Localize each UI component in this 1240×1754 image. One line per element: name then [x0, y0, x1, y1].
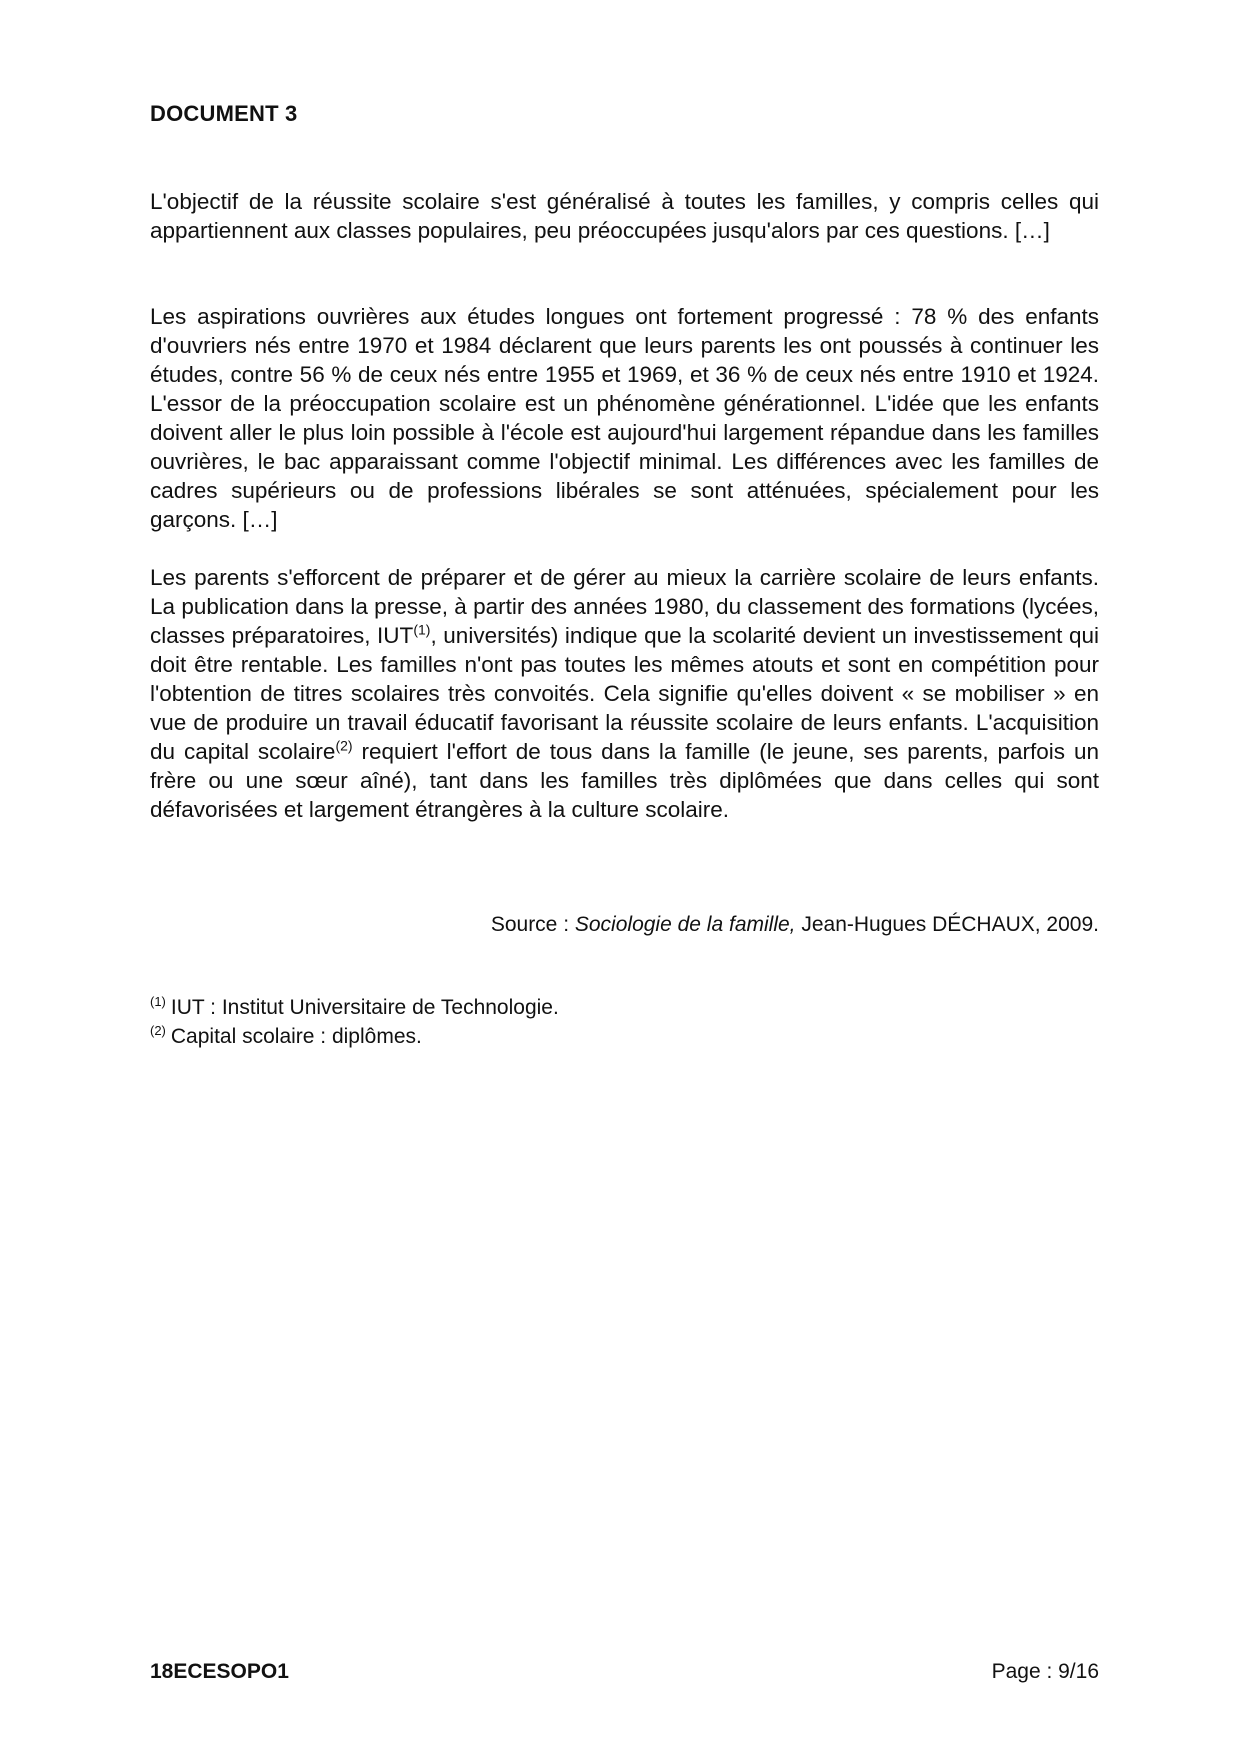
- source-author-year: Jean-Hugues DÉCHAUX, 2009.: [795, 913, 1099, 936]
- paragraph-2: Les aspirations ouvrières aux études longues ont fortement progressé : 78 % des enfants d'ouvriers nés entre 1970 et 1984 déclarent que leurs parents les ont poussés à continuer les études, contre 56 % de ceux nés entre 1955 et 1969, et 36 % de ceux nés entre 1910 et 1924. L'essor de la préoccupation scolaire est un phénomène générationnel. L'idée que les enfants doivent aller le plus loin possible à l'école est aujourd'hui largement répandue dans les familles ouvrières, le bac apparaissant comme l'objectif minimal. Les différences avec les familles de cadres supérieurs ou de professions libérales se sont atténuées, spécialement pour les garçons. […]: [150, 304, 1099, 532]
- paragraph-1: L'objectif de la réussite scolaire s'est généralisé à toutes les familles, y compris celles qui appartiennent aux classes populaires, peu préoccupées jusqu'alors par ces questions. […]: [150, 189, 1099, 243]
- paragraph-3-part-1: Les parents s'efforcent de préparer et de gérer au mieux la carrière scolaire de leurs enfants. La publication dans la presse, à partir des années 1980, du classement des formations (lycées, classes préparatoires, IUT: [150, 565, 1099, 648]
- source-citation: [491, 913, 1099, 937]
- source-work-title: Sociologie de la famille,: [574, 913, 796, 936]
- footnote-2-mark: (2): [150, 1023, 166, 1038]
- footnotes: [150, 993, 559, 1051]
- paragraph-3-part-3: requiert l'effort de tous dans la famille (le jeune, ses parents, parfois un frère ou une sœur aîné), tant dans les familles très diplômées que dans celles qui sont défavorisées et largement étrangères à la culture scolaire.: [150, 739, 1099, 822]
- source-prefix: Source :: [490, 913, 575, 936]
- footnote-1-text: IUT : Institut Universitaire de Technologie.: [170, 996, 559, 1019]
- footnote-1: [150, 993, 559, 1022]
- footnote-2: [150, 1022, 559, 1051]
- document-title: DOCUMENT 3: [150, 101, 298, 126]
- paragraph-3: [150, 563, 1099, 824]
- paragraph-3-part-2: , universités) indique que la scolarité devient un investissement qui doit être rentable. Les familles n'ont pas toutes les mêmes atouts et sont en compétition pour l'obtention de titres scolaires très convoités. Cela signifie qu'elles doivent « se mobiliser » en vue de produire un travail éducatif favorisant la réussite scolaire de leurs enfants. L'acquisition du capital scolaire: [150, 623, 1099, 764]
- footer-page-number: Page : 9/16: [991, 1660, 1099, 1683]
- footnote-2-text: Capital scolaire : diplômes.: [170, 1025, 422, 1048]
- footnote-1-mark: (1): [150, 994, 166, 1009]
- footer-exam-code: 18ECESOPO1: [150, 1660, 289, 1683]
- footnote-ref-1: (1): [413, 621, 431, 638]
- footnote-ref-2: (2): [335, 737, 353, 754]
